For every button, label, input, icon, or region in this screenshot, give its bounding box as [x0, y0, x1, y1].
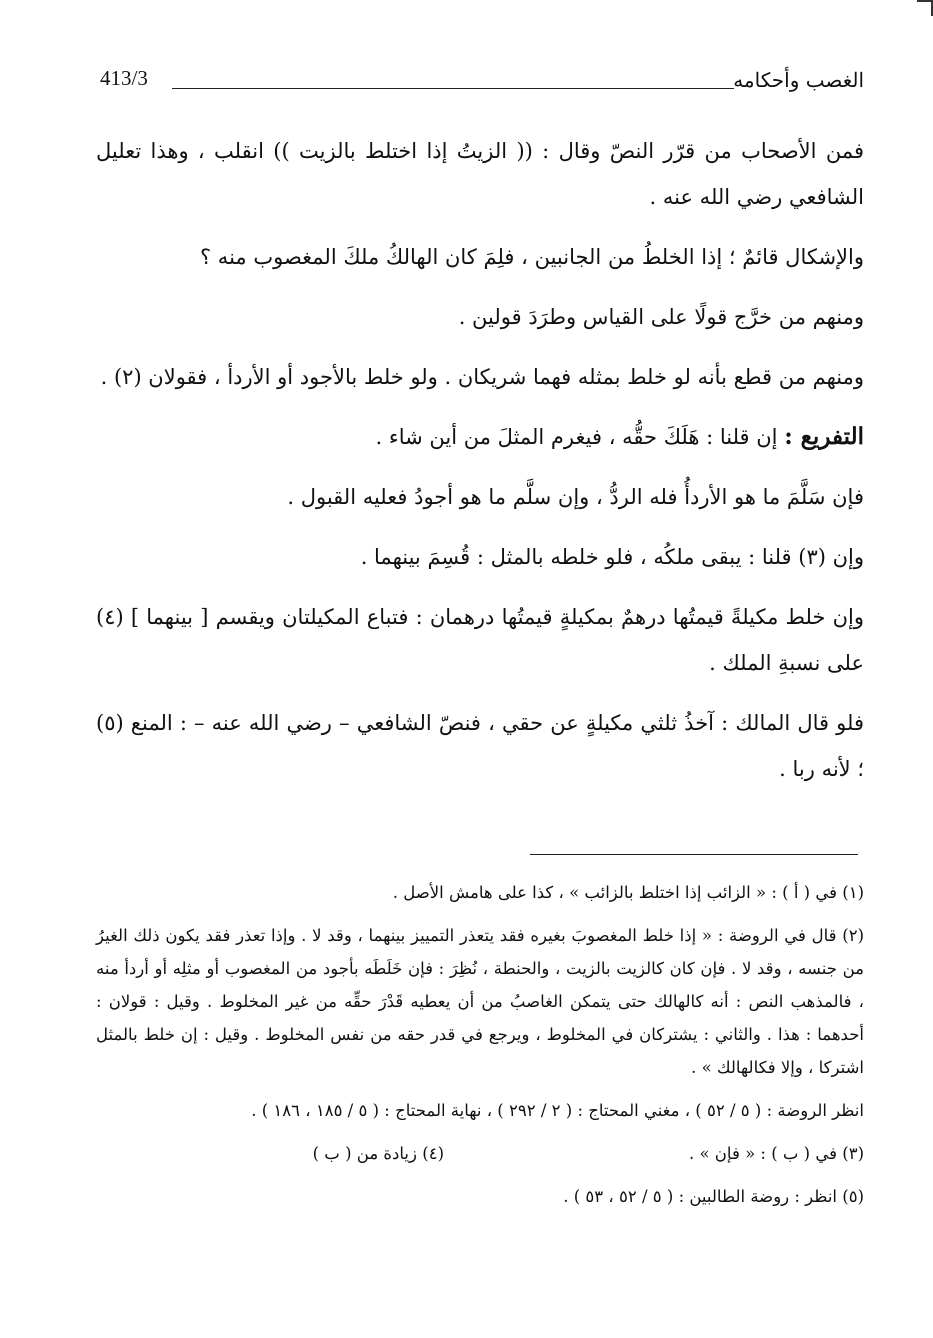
paragraph-3: ومنهم من خرَّج قولًا على القياس وطرَدَ قولين . — [458, 305, 864, 329]
footnote-row-3-4 — [96, 1137, 864, 1170]
paragraph-9: فلو قال المالك : آخذُ ثلثي مكيلةٍ عن حقي ، فنصّ الشافعي – رضي الله عنه – : المنع (٥) ؛ لأنه ربا . — [96, 711, 864, 781]
footnote-2: (٢) قال في الروضة : « إذا خلط المغصوبَ بغيره فقد يتعذر التمييز بينهما ، وقد لا . وإذا تعذر فقد يكون ذلك الغيرُ من جنسه ، وقد لا . فإن كان كالزيت بالزيت ، والحنطة ، نُظِرَ : فإن خَلَطَه بأجود من المغصوب أو مثلِه أو أردأ منه ، فالمذهب النص : أنه كالهالك حتى يتمكن الغاصبُ من أن يعطيه قَدْرَ حقِّه من غير المخلوط . وقيل : قولان : أحدهما : هذا . والثاني : يشتركان في المخلوط ، ويرجع في قدر حقه من نفس المخلوط . وقيل : إن خلط بالمثل اشتركا ، وإلا فكالهالك » . — [96, 926, 864, 1077]
page-number: 413/3 — [100, 66, 148, 90]
paragraph-6: فإن سَلَّمَ ما هو الأردأُ فله الردُّ ، وإن سلَّم ما هو أجودُ فعليه القبول . — [287, 485, 864, 509]
footnote-3: (٣) في ( ب ) : « فإن » . — [688, 1144, 864, 1163]
footnote-5: (٥) انظر : روضة الطالبين : ( ٥ / ٥٢ ، ٥٣ ) . — [563, 1187, 864, 1206]
paragraph-1: فمن الأصحاب من قرّر النصّ وقال : (( الزيتُ إذا اختلط بالزيت )) انقلب ، وهذا تعليل الشافعي رضي الله عنه . — [96, 139, 864, 209]
footnote-1: (١) في ( أ ) : « الزائب إذا اختلط بالزائب » ، كذا على هامش الأصل . — [392, 883, 864, 902]
footnote-4: (٤) زيادة من ( ب ) — [312, 1144, 444, 1163]
tafri-term: التفريع : — [784, 423, 864, 450]
paragraph-8: وإن خلط مكيلةً قيمتُها درهمٌ بمكيلةٍ قيمتُها درهمان : فتباع المكيلتان ويقسم [ بينهما ] (٤) على نسبةِ الملك . — [96, 605, 864, 675]
running-title: الغصب وأحكامه — [733, 68, 864, 92]
header-rule — [172, 88, 734, 89]
footnotes — [96, 876, 864, 1223]
paragraph-5-text: إن قلنا : هَلَكَ حقُّه ، فيغرم المثلَ من أين شاء . — [375, 425, 785, 449]
scan-corner-mark — [917, 0, 933, 16]
footnote-2-reference: انظر الروضة : ( ٥ / ٥٢ ) ، مغني المحتاج : ( ٢ / ٢٩٢ ) ، نهاية المحتاج : ( ٥ / ١٨٥ ، ١٨٦ ) . — [251, 1101, 864, 1120]
paragraph-2: والإشكال قائمٌ ؛ إذا الخلطُ من الجانبين ، فلِمَ كان الهالكُ ملكَ المغصوب منه ؟ — [199, 245, 864, 269]
paragraph-5 — [96, 414, 864, 460]
paragraph-7: وإن (٣) قلنا : يبقى ملكُه ، فلو خلطه بالمثل : قُسِمَ بينهما . — [360, 545, 864, 569]
page-header — [100, 66, 864, 96]
main-text — [96, 128, 864, 806]
paragraph-4: ومنهم من قطع بأنه لو خلط بمثله فهما شريكان . ولو خلط بالأجود أو الأردأ ، فقولان (٢) . — [100, 365, 864, 389]
footnote-separator — [530, 854, 858, 855]
